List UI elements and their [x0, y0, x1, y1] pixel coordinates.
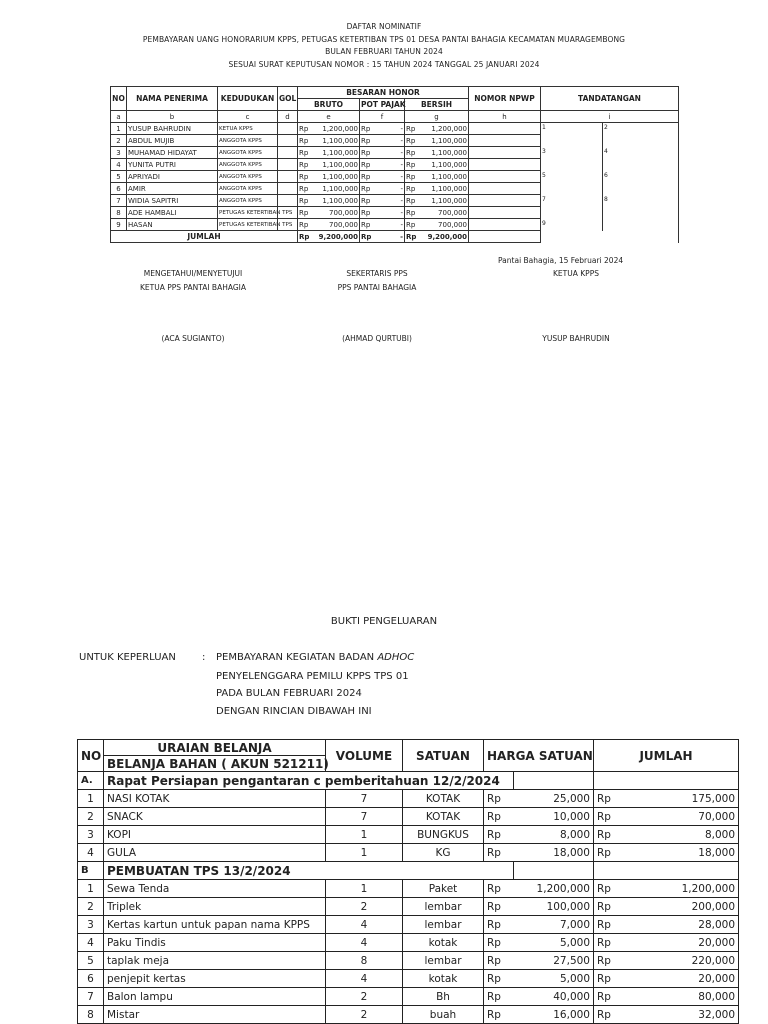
row-pot: -	[372, 195, 405, 207]
right-sign-name: YUSUP BAHRUDIN	[542, 334, 610, 343]
currency: Rp	[484, 970, 514, 988]
signature-cell[interactable]: 9	[541, 219, 603, 231]
row-no: 2	[78, 898, 104, 916]
row-npwp	[469, 219, 541, 231]
currency: Rp	[594, 934, 624, 952]
total-pot: -	[372, 231, 405, 243]
row-no: 6	[78, 970, 104, 988]
letter: h	[469, 111, 541, 123]
row-kedudukan: ANGGOTA KPPS	[218, 171, 278, 183]
row-item: Paku Tindis	[104, 934, 326, 952]
row-volume: 7	[326, 808, 403, 826]
row-satuan: kotak	[403, 934, 484, 952]
currency: Rp	[299, 136, 309, 145]
section-title: PEMBUATAN TPS 13/2/2024	[104, 862, 514, 880]
row-bruto: 1,100,000	[310, 171, 360, 183]
mid-sign-title1: SEKERTARIS PPS	[346, 269, 408, 278]
doc-period: BULAN FEBRUARI TAHUN 2024	[325, 47, 443, 56]
row-no: 3	[111, 147, 127, 159]
left-sign-title1: MENGETAHUI/MENYETUJUI	[143, 269, 243, 278]
total-npwp	[469, 231, 541, 243]
row-npwp	[469, 159, 541, 171]
row-item: GULA	[104, 844, 326, 862]
row-item: Sewa Tenda	[104, 880, 326, 898]
currency: Rp	[406, 208, 416, 217]
left-sign-title2: KETUA PPS PANTAI BAHAGIA	[139, 283, 246, 292]
row-jumlah: 20,000	[624, 970, 739, 988]
signature-cell[interactable]	[603, 219, 679, 231]
row-nama: AMIR	[127, 183, 218, 195]
empty-cell	[594, 862, 739, 880]
currency: Rp	[406, 136, 416, 145]
signature-cell[interactable]: 3	[541, 147, 603, 171]
row-gol	[278, 171, 298, 183]
row-nama: WIDIA SAPITRI	[127, 195, 218, 207]
currency: Rp	[299, 220, 309, 229]
row-harga: 40,000	[514, 988, 594, 1006]
row-nama: HASAN	[127, 219, 218, 231]
currency: Rp	[594, 916, 624, 934]
total-label: JUMLAH	[111, 231, 298, 243]
row-satuan: lembar	[403, 952, 484, 970]
currency: Rp	[361, 148, 371, 157]
currency: Rp	[594, 880, 624, 898]
letter: b	[127, 111, 218, 123]
row-harga: 8,000	[514, 826, 594, 844]
currency: Rp	[361, 220, 371, 229]
currency: Rp	[361, 160, 371, 169]
currency: Rp	[299, 184, 309, 193]
row-gol	[278, 135, 298, 147]
row-pot: -	[372, 147, 405, 159]
table-row	[111, 171, 679, 183]
row-npwp	[469, 135, 541, 147]
row-harga: 5,000	[514, 970, 594, 988]
row-item: KOPI	[104, 826, 326, 844]
currency: Rp	[361, 196, 371, 205]
currency: Rp	[484, 844, 514, 862]
row-item: penjepit kertas	[104, 970, 326, 988]
row-jumlah: 8,000	[624, 826, 739, 844]
row-bersih: 1,200,000	[417, 123, 469, 135]
col-volume: VOLUME	[326, 740, 403, 772]
row-satuan: kotak	[403, 970, 484, 988]
row-no: 7	[111, 195, 127, 207]
mid-sign-title2: PPS PANTAI BAHAGIA	[337, 283, 417, 292]
table-row	[111, 195, 679, 207]
row-jumlah: 175,000	[624, 790, 739, 808]
table-row	[78, 808, 739, 826]
currency: Rp	[484, 880, 514, 898]
row-volume: 1	[326, 826, 403, 844]
keperluan-adhoc: ADHOC	[377, 652, 415, 663]
row-no: 2	[78, 808, 104, 826]
table-row	[78, 988, 739, 1006]
row-bersih: 1,100,000	[417, 159, 469, 171]
currency: Rp	[594, 808, 624, 826]
currency: Rp	[406, 124, 416, 133]
table-row	[78, 934, 739, 952]
row-harga: 18,000	[514, 844, 594, 862]
row-pot: -	[372, 207, 405, 219]
section-row	[78, 862, 739, 880]
row-bersih: 700,000	[417, 219, 469, 231]
currency: Rp	[484, 916, 514, 934]
currency: Rp	[406, 148, 416, 157]
empty-cell	[514, 772, 594, 790]
letter-row	[111, 111, 679, 123]
row-satuan: lembar	[403, 898, 484, 916]
currency: Rp	[594, 988, 624, 1006]
empty-cell	[514, 862, 594, 880]
row-volume: 4	[326, 916, 403, 934]
table-row	[78, 880, 739, 898]
section-row	[78, 772, 739, 790]
currency: Rp	[484, 988, 514, 1006]
row-pot: -	[372, 135, 405, 147]
row-bruto: 1,200,000	[310, 123, 360, 135]
row-jumlah: 28,000	[624, 916, 739, 934]
row-nama: ABDUL MUJIB	[127, 135, 218, 147]
col-no: NO	[111, 87, 127, 111]
currency: Rp	[406, 172, 416, 181]
signature-cell[interactable]: 5	[541, 171, 603, 195]
row-volume: 4	[326, 970, 403, 988]
keperluan-line3: PADA BULAN FEBRUARI 2024	[216, 688, 362, 699]
row-no: 2	[111, 135, 127, 147]
table-row	[78, 790, 739, 808]
row-no: 4	[78, 844, 104, 862]
table-row	[78, 898, 739, 916]
row-nama: MUHAMAD HIDAYAT	[127, 147, 218, 159]
col-no: NO	[78, 740, 104, 772]
row-gol	[278, 183, 298, 195]
row-gol	[278, 195, 298, 207]
row-npwp	[469, 183, 541, 195]
currency: Rp	[594, 970, 624, 988]
row-bruto: 700,000	[310, 207, 360, 219]
row-jumlah: 1,200,000	[624, 880, 739, 898]
signature-cell[interactable]: 8	[603, 195, 679, 219]
currency: Rp	[594, 898, 624, 916]
row-no: 3	[78, 916, 104, 934]
table-row	[78, 916, 739, 934]
currency: Rp	[361, 124, 371, 133]
row-harga: 5,000	[514, 934, 594, 952]
keperluan-line4: DENGAN RINCIAN DIBAWAH INI	[216, 706, 372, 717]
currency: Rp	[406, 232, 417, 241]
letter: c	[218, 111, 278, 123]
row-kedudukan: ANGGOTA KPPS	[218, 183, 278, 195]
row-npwp	[469, 207, 541, 219]
row-no: 9	[111, 219, 127, 231]
currency: Rp	[484, 808, 514, 826]
row-npwp	[469, 195, 541, 207]
expense-table	[77, 739, 739, 1024]
row-harga: 1,200,000	[514, 880, 594, 898]
row-item: Mistar	[104, 1006, 326, 1024]
row-harga: 27,500	[514, 952, 594, 970]
row-no: 6	[111, 183, 127, 195]
row-bersih: 1,100,000	[417, 147, 469, 159]
currency: Rp	[484, 934, 514, 952]
row-volume: 7	[326, 790, 403, 808]
row-kedudukan: ANGGOTA KPPS	[218, 147, 278, 159]
signature-cell[interactable]: 6	[603, 171, 679, 195]
left-sign-name: (ACA SUGIANTO)	[161, 334, 225, 343]
keperluan-line1	[216, 652, 414, 663]
row-pot: -	[372, 159, 405, 171]
row-kedudukan: ANGGOTA KPPS	[218, 195, 278, 207]
row-satuan: KOTAK	[403, 790, 484, 808]
currency: Rp	[594, 844, 624, 862]
doc-subtitle: PEMBAYARAN UANG HONORARIUM KPPS, PETUGAS KETERTIBAN TPS 01 DESA PANTAI BAHAGIA KECAMATAN MUARAGEMBONG	[142, 35, 626, 44]
row-satuan: Paket	[403, 880, 484, 898]
currency: Rp	[406, 184, 416, 193]
signature-cell[interactable]: 7	[541, 195, 603, 219]
row-no: 7	[78, 988, 104, 1006]
row-volume: 4	[326, 934, 403, 952]
row-no: 8	[78, 1006, 104, 1024]
currency: Rp	[299, 148, 309, 157]
table-row	[78, 952, 739, 970]
section-code: B	[78, 862, 104, 880]
currency: Rp	[594, 1006, 624, 1024]
currency: Rp	[361, 232, 372, 241]
row-item: Triplek	[104, 898, 326, 916]
signature-cell	[541, 231, 679, 243]
currency: Rp	[484, 826, 514, 844]
currency: Rp	[406, 196, 416, 205]
total-bruto: 9,200,000	[310, 231, 360, 243]
row-jumlah: 20,000	[624, 934, 739, 952]
row-bersih: 1,100,000	[417, 195, 469, 207]
row-no: 8	[111, 207, 127, 219]
row-item: SNACK	[104, 808, 326, 826]
section-code: A.	[78, 772, 104, 790]
row-no: 1	[78, 880, 104, 898]
row-satuan: KG	[403, 844, 484, 862]
doc-decree: SESUAI SURAT KEPUTUSAN NOMOR : 15 TAHUN 2024 TANGGAL 25 JANUARI 2024	[228, 60, 540, 69]
col-besaran: BESARAN HONOR	[298, 87, 469, 99]
row-pot: -	[372, 219, 405, 231]
row-jumlah: 18,000	[624, 844, 739, 862]
keperluan-line2: PENYELENGGARA PEMILU KPPS TPS 01	[216, 671, 409, 682]
row-pot: -	[372, 123, 405, 135]
row-bruto: 1,100,000	[310, 147, 360, 159]
section-title: Rapat Persiapan pengantaran c pemberitahuan 12/2/2024	[104, 772, 514, 790]
row-jumlah: 70,000	[624, 808, 739, 826]
table-row	[78, 970, 739, 988]
currency: Rp	[406, 220, 416, 229]
col-ttd: TANDATANGAN	[541, 87, 679, 111]
col-satuan: SATUAN	[403, 740, 484, 772]
row-satuan: KOTAK	[403, 808, 484, 826]
row-npwp	[469, 147, 541, 159]
letter: f	[360, 111, 405, 123]
row-no: 5	[78, 952, 104, 970]
place-date: Pantai Bahagia, 15 Februari 2024	[498, 256, 624, 265]
row-kedudukan: ANGGOTA KPPS	[218, 159, 278, 171]
row-item: Kertas kartun untuk papan nama KPPS	[104, 916, 326, 934]
row-no: 1	[111, 123, 127, 135]
row-volume: 1	[326, 844, 403, 862]
col-npwp: NOMOR NPWP	[469, 87, 541, 111]
row-gol	[278, 123, 298, 135]
currency: Rp	[361, 172, 371, 181]
currency: Rp	[299, 124, 309, 133]
table-row	[111, 219, 679, 231]
row-nama: ADE HAMBALI	[127, 207, 218, 219]
row-no: 1	[78, 790, 104, 808]
keperluan-label: UNTUK KEPERLUAN	[79, 652, 176, 663]
keperluan-line1-text: PEMBAYARAN KEGIATAN BADAN	[216, 652, 375, 663]
row-satuan: lembar	[403, 916, 484, 934]
row-harga: 100,000	[514, 898, 594, 916]
right-sign-title: KETUA KPPS	[553, 269, 599, 278]
currency: Rp	[361, 136, 371, 145]
col-kedudukan: KEDUDUKAN	[218, 87, 278, 111]
row-bruto: 1,100,000	[310, 183, 360, 195]
currency: Rp	[361, 208, 371, 217]
bukti-title: BUKTI PENGELUARAN	[330, 616, 438, 627]
row-volume: 2	[326, 898, 403, 916]
currency: Rp	[406, 160, 416, 169]
currency: Rp	[484, 952, 514, 970]
currency: Rp	[361, 184, 371, 193]
row-kedudukan: KETUA KPPS	[218, 123, 278, 135]
currency: Rp	[594, 952, 624, 970]
table-row	[111, 147, 679, 159]
row-item: Balon lampu	[104, 988, 326, 1006]
doc-title: DAFTAR NOMINATIF	[346, 22, 422, 31]
row-item: taplak meja	[104, 952, 326, 970]
currency: Rp	[484, 790, 514, 808]
row-nama: YUNITA PUTRI	[127, 159, 218, 171]
keperluan-colon: :	[202, 652, 206, 663]
row-jumlah: 220,000	[624, 952, 739, 970]
currency: Rp	[484, 1006, 514, 1024]
row-npwp	[469, 171, 541, 183]
letter: d	[278, 111, 298, 123]
currency: Rp	[299, 232, 310, 241]
signature-cell[interactable]: 1	[541, 123, 603, 147]
table-row	[78, 1006, 739, 1024]
signature-cell[interactable]: 2	[603, 123, 679, 147]
row-bruto: 1,100,000	[310, 159, 360, 171]
row-harga: 16,000	[514, 1006, 594, 1024]
row-bruto: 1,100,000	[310, 195, 360, 207]
row-gol	[278, 159, 298, 171]
total-row	[111, 231, 679, 243]
row-no: 3	[78, 826, 104, 844]
row-jumlah: 200,000	[624, 898, 739, 916]
col-nama: NAMA PENERIMA	[127, 87, 218, 111]
row-satuan: buah	[403, 1006, 484, 1024]
row-volume: 2	[326, 1006, 403, 1024]
row-bersih: 1,100,000	[417, 183, 469, 195]
col-bersih: BERSIH	[405, 99, 469, 111]
total-bersih: 9,200,000	[417, 231, 469, 243]
empty-cell	[594, 772, 739, 790]
table-row	[111, 123, 679, 135]
row-nama: YUSUP BAHRUDIN	[127, 123, 218, 135]
row-volume: 8	[326, 952, 403, 970]
col-pot: POT PAJAK	[361, 99, 406, 109]
row-bersih: 700,000	[417, 207, 469, 219]
row-jumlah: 32,000	[624, 1006, 739, 1024]
row-kedudukan: PETUGAS KETERTIBAN TPS	[218, 207, 278, 219]
row-jumlah: 80,000	[624, 988, 739, 1006]
row-pot: -	[372, 171, 405, 183]
row-harga: 7,000	[514, 916, 594, 934]
row-harga: 25,000	[514, 790, 594, 808]
nominative-table	[110, 86, 679, 243]
currency: Rp	[299, 196, 309, 205]
row-bersih: 1,100,000	[417, 171, 469, 183]
row-kedudukan: PETUGAS KETERTIBAN TPS	[218, 219, 278, 231]
row-volume: 1	[326, 880, 403, 898]
col-akun: BELANJA BAHAN ( AKUN 521211)	[104, 756, 326, 772]
letter: e	[298, 111, 360, 123]
row-no: 4	[78, 934, 104, 952]
row-npwp	[469, 123, 541, 135]
row-satuan: BUNGKUS	[403, 826, 484, 844]
row-satuan: Bh	[403, 988, 484, 1006]
currency: Rp	[299, 208, 309, 217]
col-harga: HARGA SATUAN	[484, 740, 594, 772]
row-bruto: 700,000	[310, 219, 360, 231]
signature-cell[interactable]: 4	[603, 147, 679, 171]
currency: Rp	[299, 172, 309, 181]
row-no: 4	[111, 159, 127, 171]
col-gol: GOL	[278, 87, 298, 111]
row-bruto: 1,100,000	[310, 135, 360, 147]
col-bruto: BRUTO	[298, 99, 360, 111]
table-row	[78, 826, 739, 844]
currency: Rp	[299, 160, 309, 169]
letter: i	[541, 111, 679, 123]
letter: a	[111, 111, 127, 123]
row-volume: 2	[326, 988, 403, 1006]
table-row	[78, 844, 739, 862]
row-gol	[278, 147, 298, 159]
col-uraian: URAIAN BELANJA	[104, 740, 326, 756]
row-item: NASI KOTAK	[104, 790, 326, 808]
row-harga: 10,000	[514, 808, 594, 826]
row-kedudukan: ANGGOTA KPPS	[218, 135, 278, 147]
row-bersih: 1,100,000	[417, 135, 469, 147]
col-jumlah: JUMLAH	[594, 740, 739, 772]
currency: Rp	[484, 898, 514, 916]
mid-sign-name: (AHMAD QURTUBI)	[342, 334, 412, 343]
letter: g	[405, 111, 469, 123]
currency: Rp	[594, 790, 624, 808]
row-pot: -	[372, 183, 405, 195]
row-nama: APRIYADI	[127, 171, 218, 183]
row-no: 5	[111, 171, 127, 183]
currency: Rp	[594, 826, 624, 844]
